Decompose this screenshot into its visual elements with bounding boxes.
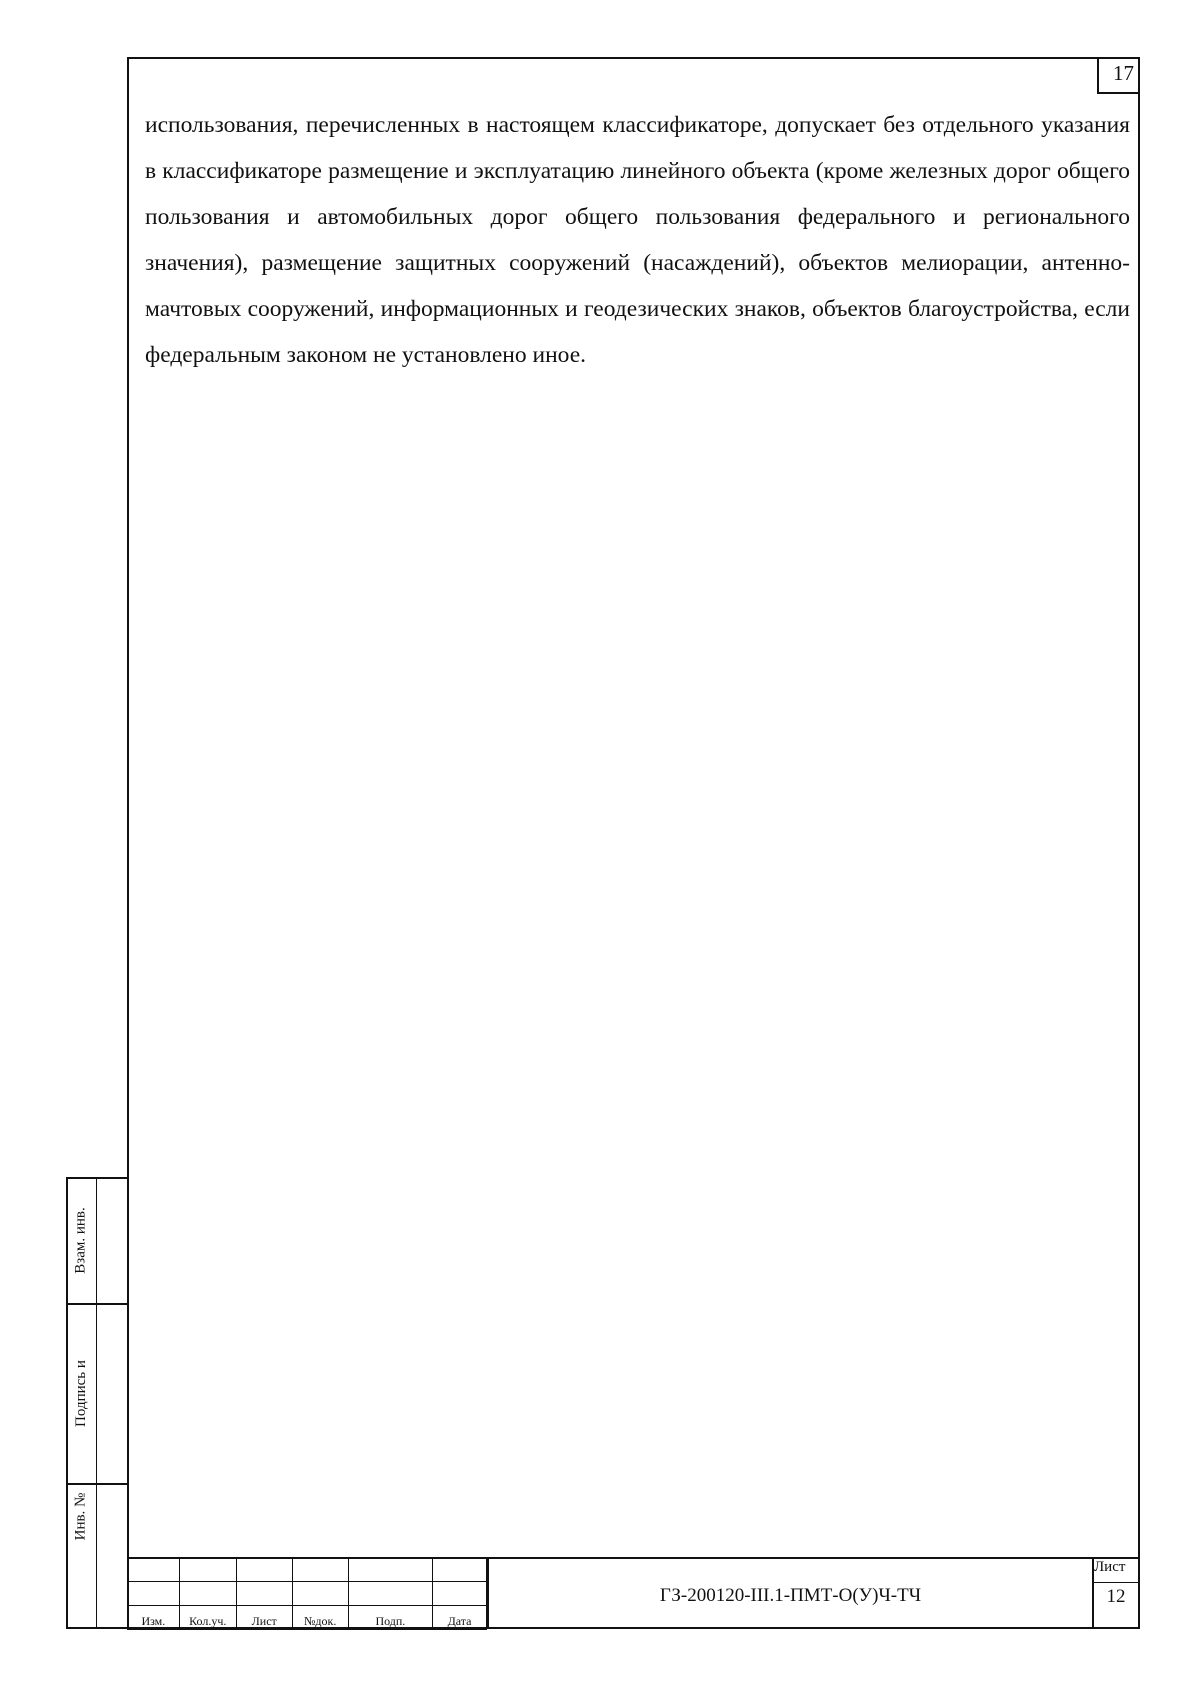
column-header: Кол.уч. bbox=[179, 1606, 236, 1630]
column-header: Лист bbox=[236, 1606, 292, 1630]
body-paragraph: использования, перечисленных в настоящем классификаторе, допускает без отдельного указания в классификаторе размещение и эксплуатацию линейного объекта (кроме железных дорог общего пользования и автомобильных дорог общего пользования федерального и регионального значения), размещение защитных сооружений (насаждений), объектов мелиорации, антенно-мачтовых сооружений, информационных и геодезических знаков, объектов благоустройства, если федеральным законом не установлено иное. bbox=[145, 112, 1130, 368]
sheet-number: 12 bbox=[1106, 1586, 1126, 1607]
column-header: Подп. bbox=[348, 1606, 432, 1630]
sheet-label: Лист bbox=[1094, 1559, 1126, 1575]
column-header: Изм. bbox=[128, 1606, 180, 1630]
column-header: №док. bbox=[292, 1606, 348, 1630]
document-code: ГЗ-200120-III.1-ПМТ-О(У)Ч-ТЧ bbox=[659, 1585, 922, 1606]
side-label-inv-number: Инв. № bbox=[72, 1492, 89, 1540]
sheet-cell-divider bbox=[1092, 1582, 1140, 1583]
table-row bbox=[128, 1606, 487, 1630]
column-header: Дата bbox=[433, 1606, 487, 1630]
title-block-revision-table bbox=[127, 1557, 487, 1630]
top-sheet-number: 17 bbox=[1097, 57, 1140, 94]
side-label-signature: Подпись и bbox=[72, 1359, 89, 1427]
table-row bbox=[128, 1582, 487, 1606]
side-label-replacement-inv: Взам. инв. bbox=[72, 1206, 89, 1274]
table-row bbox=[128, 1558, 487, 1582]
side-stamp-divider bbox=[96, 1177, 97, 1629]
